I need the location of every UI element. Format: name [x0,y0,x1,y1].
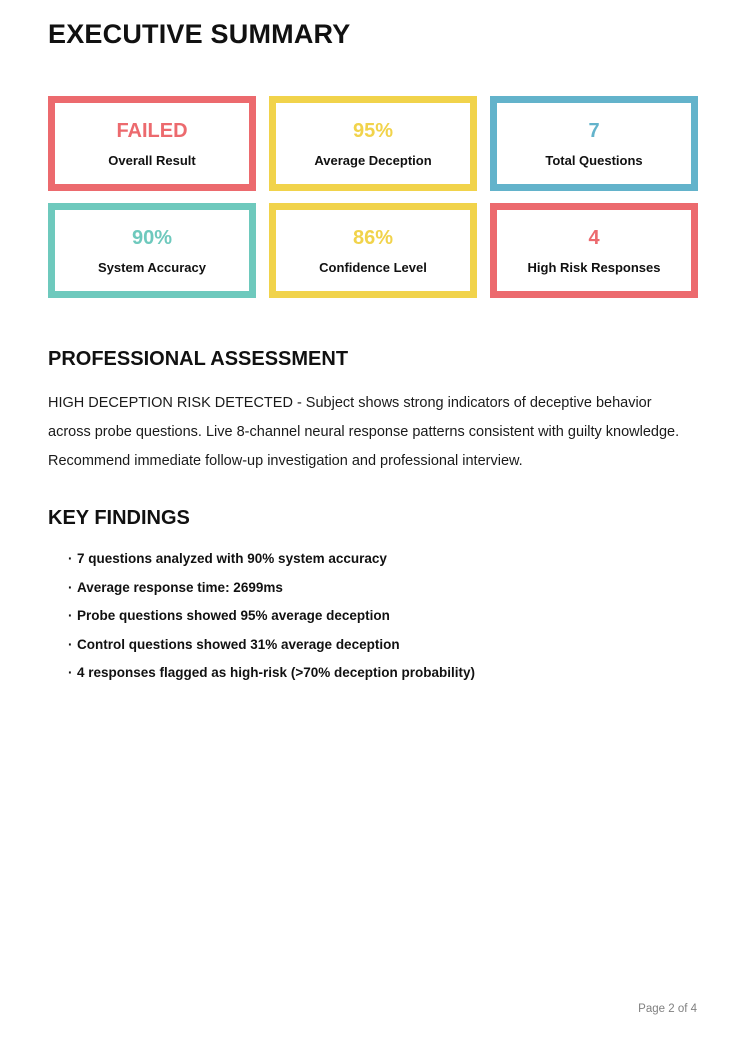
stat-label: Overall Result [108,152,196,168]
stat-card-system-accuracy [48,203,256,298]
stat-value: 4 [588,226,600,249]
key-finding-item: · 7 questions analyzed with 90% system accuracy [68,552,698,566]
stat-label: High Risk Responses [527,259,661,275]
stat-label: Average Deception [314,152,432,168]
stat-value: 86% [352,226,394,249]
page-title: EXECUTIVE SUMMARY [48,19,351,49]
stat-label: Total Questions [545,152,643,168]
stat-value: FAILED [116,119,188,142]
key-findings-heading: KEY FINDINGS [48,507,190,529]
report-page-content [48,0,698,695]
stat-card-high-risk-responses [490,203,698,298]
professional-assessment-section [48,348,698,476]
key-findings-section [48,507,698,680]
assessment-body-text: HIGH DECEPTION RISK DETECTED - Subject shows strong indicators of deceptive behavior across probe questions. Live 8-channel neural response patterns consistent with guilty knowledge. Recommend immediate follow-up investigation and professional interview. [48,395,680,469]
stat-card-total-questions [490,96,698,191]
stat-value: 95% [352,119,394,142]
key-findings-list [48,552,698,680]
key-finding-item: · Probe questions showed 95% average deception [68,609,698,623]
stat-card-confidence-level [269,203,477,298]
page-number: Page 2 of 4 [638,1003,697,1015]
stat-label: System Accuracy [98,259,206,275]
key-finding-item: · Control questions showed 31% average deception [68,638,698,652]
key-finding-item: · Average response time: 2699ms [68,581,698,595]
key-finding-item: · 4 responses flagged as high-risk (>70% deception probability) [68,666,698,680]
assessment-heading: PROFESSIONAL ASSESSMENT [48,348,349,370]
stat-card-average-deception [269,96,477,191]
stat-card-overall-result [48,96,256,191]
stat-cards-grid [48,96,698,298]
stat-value: 90% [131,226,173,249]
stat-label: Confidence Level [319,259,427,275]
stat-value: 7 [588,119,600,142]
